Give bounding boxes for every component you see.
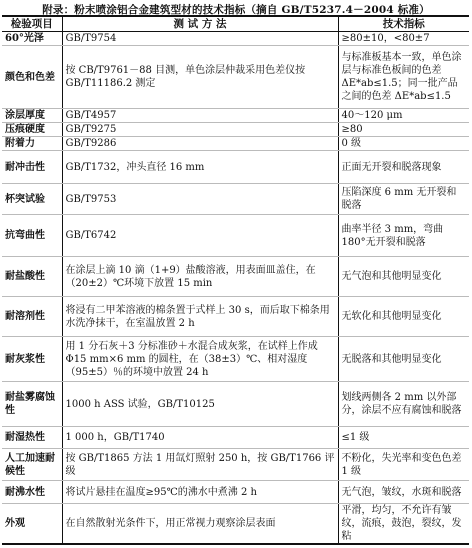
header-row <box>2 16 469 32</box>
row-item: 压痕硬度 <box>2 123 62 137</box>
table-row <box>2 137 469 151</box>
row-item: 抗弯曲性 <box>2 215 62 257</box>
row-method: GB/T9754 <box>62 32 338 46</box>
row-spec: ≤1 级 <box>338 427 469 449</box>
table-row <box>2 123 469 137</box>
row-method: 将浸有二甲苯溶液的棉条置于式样上 30 s，而后取下棉条用水洗净抹干，在室温放置 2 h <box>62 297 338 337</box>
row-item: 耐盐酸性 <box>2 257 62 297</box>
table-row <box>2 481 469 504</box>
row-spec: 曲率半径 3 mm，弯曲 180°无开裂和脱落 <box>338 215 469 257</box>
row-method: 1 000 h，GB/T1740 <box>62 427 338 449</box>
row-item: 附着力 <box>2 137 62 151</box>
row-method: 按 CB/T9761－88 目测，单色涂层仲裁采用色差仪按 GB/T11186.2 测定 <box>62 46 338 109</box>
table-row <box>2 215 469 257</box>
table-row <box>2 46 469 109</box>
row-method: GB/T9275 <box>62 123 338 137</box>
table-row <box>2 297 469 337</box>
row-item: 杯突试验 <box>2 184 62 215</box>
row-method: 按 GB/T1865 方法 1 用氙灯照射 250 h，按 GB/T1766 评级 <box>62 449 338 481</box>
row-item: 耐沸水性 <box>2 481 62 504</box>
row-item: 耐灰浆性 <box>2 337 62 382</box>
row-spec: ≥80 <box>338 123 469 137</box>
row-spec: 与标准板基本一致，单色涂层与标准色板间的色差 ΔE*ab≤1.5；同一批产品之间的色差 ΔE*ab≤1.5 <box>338 46 469 109</box>
row-method: GB/T6742 <box>62 215 338 257</box>
row-spec: 0 级 <box>338 137 469 151</box>
row-item: 耐冲击性 <box>2 151 62 184</box>
row-item: 涂层厚度 <box>2 109 62 123</box>
row-method: 用 1 分石灰＋3 分标准砂＋水混合成灰浆，在试样上作成 Φ15 mm×6 mm 的圆柱，在（38±3）℃、相对湿度（95±5）％的环境中放置 24 h <box>62 337 338 382</box>
table-row <box>2 382 469 427</box>
table-row <box>2 449 469 481</box>
row-spec: 无气泡，皱纹，水斑和脱落 <box>338 481 469 504</box>
table-row <box>2 151 469 184</box>
table-row <box>2 337 469 382</box>
row-item: 颜色和色差 <box>2 46 62 109</box>
table-row <box>2 109 469 123</box>
row-spec: 不粉化，失光率和变色色差 1 级 <box>338 449 469 481</box>
row-spec: 压陷深度 6 mm 无开裂和脱落 <box>338 184 469 215</box>
row-item: 耐湿热性 <box>2 427 62 449</box>
row-item: 耐盐雾腐蚀性 <box>2 382 62 427</box>
row-spec: 40～120 μm <box>338 109 469 123</box>
row-spec: 无脱落和其他明显变化 <box>338 337 469 382</box>
table-caption: 附录：粉末喷涂铝合金建筑型材的技术指标（摘自 GB/T5237.4－2004 标准） <box>42 4 430 16</box>
table-row <box>2 427 469 449</box>
table-row <box>2 504 469 545</box>
row-spec: 划线两侧各 2 mm 以外部分，涂层不应有腐蚀和脱落 <box>338 382 469 427</box>
row-spec: 正面无开裂和脱落现象 <box>338 151 469 184</box>
row-item: 60°光泽 <box>2 32 62 46</box>
row-item: 人工加速耐候性 <box>2 449 62 481</box>
row-spec: 无软化和其他明显变化 <box>338 297 469 337</box>
row-method: 将试片悬挂在温度≥95℃的沸水中煮沸 2 h <box>62 481 338 504</box>
row-item: 耐溶剂性 <box>2 297 62 337</box>
header-spec: 技术指标 <box>338 16 469 32</box>
table-row <box>2 257 469 297</box>
row-spec: 无气泡和其他明显变化 <box>338 257 469 297</box>
row-item: 外观 <box>2 504 62 545</box>
row-spec: ≥80±10，<80±7 <box>338 32 469 46</box>
header-item: 检验项目 <box>2 16 62 32</box>
row-spec: 平滑，均匀，不允许有皱纹，流痕，鼓泡，裂纹，发粘 <box>338 504 469 545</box>
row-method: GB/T9286 <box>62 137 338 151</box>
row-method: 1000 h ASS 试验，GB/T10125 <box>62 382 338 427</box>
spec-table <box>2 15 469 545</box>
table-row <box>2 184 469 215</box>
row-method: 在涂层上滴 10 滴（1+9）盐酸溶液，用表面皿盖住，在（20±2）℃环境下放置 15 min <box>62 257 338 297</box>
row-method: GB/T4957 <box>62 109 338 123</box>
header-method: 测 试 方 法 <box>62 16 338 32</box>
row-method: GB/T1732，冲头直径 16 mm <box>62 151 338 184</box>
table-row <box>2 32 469 46</box>
row-method: 在自然散射光条件下，用正常视力观察涂层表面 <box>62 504 338 545</box>
row-method: GB/T9753 <box>62 184 338 215</box>
